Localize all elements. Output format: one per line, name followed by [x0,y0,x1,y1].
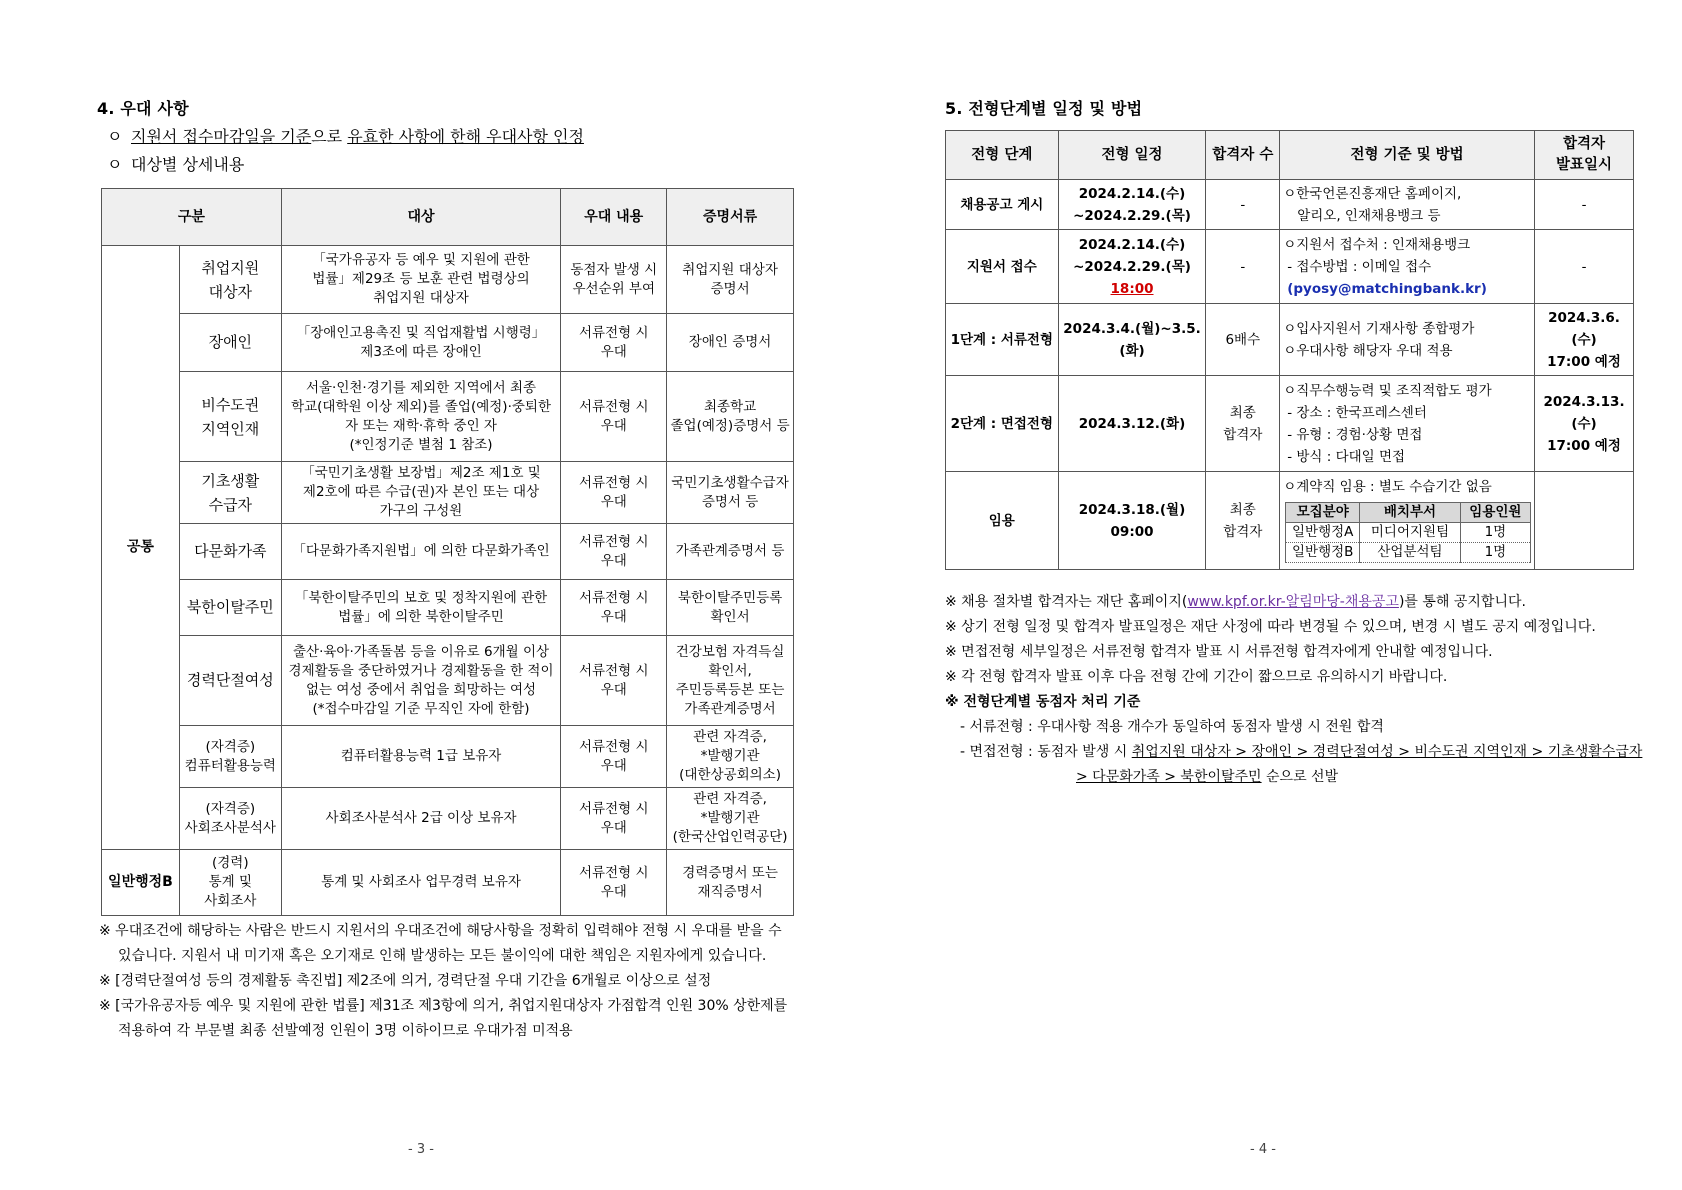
page-number-3: - 3 - [408,1142,434,1157]
note: ※ 상기 전형 일정 및 합격자 발표일정은 재단 사정에 따라 변경될 수 있으며, 변경 시 별도 공지 예정입니다. [945,619,1596,635]
row-target: 「장애인고용촉진 및 직업재활법 시행령」 제3조에 따른 장애인 [281,314,561,372]
page-number-4: - 4 - [1250,1142,1276,1157]
section-title-4: 4. 우대 사항 [97,99,189,118]
table-row [946,376,1634,472]
table-row [946,230,1634,304]
email-text: (pyosy@matchingbank.kr) [1287,280,1487,297]
header-method: 전형 기준 및 방법 [1280,131,1535,180]
row-category: 경력단절여성 [179,636,281,726]
row-benefit: 서류전형 시 우대 [561,850,667,916]
row-category: 기초생활 수급자 [179,462,281,524]
table-row [102,314,794,372]
header-benefit: 우대 내용 [561,189,667,246]
announce-cell: 2024.3.6.(수) 17:00 예정 [1535,304,1634,376]
row-document: 관련 자격증, *발행기관 (한국산업인력공단) [667,788,794,850]
row-benefit: 서류전형 시 우대 [561,372,667,462]
note: ※ 각 전형 합격자 발표 이후 다음 전형 간에 기간이 짧으므로 유의하시기 바랍니다. [945,669,1448,685]
method-cell: ㅇ직무수행능력 및 조직적합도 평가 - 장소 : 한국프레스센터 - 유형 : 경험·상황 면접 - 방식 : 다대일 면접 [1280,376,1535,472]
row-document: 장애인 증명서 [667,314,794,372]
stage-cell: 채용공고 게시 [946,180,1059,230]
header-schedule: 전형 일정 [1058,131,1206,180]
count-cell: 최종 합격자 [1206,472,1280,570]
row-category: (자격증) 컴퓨터활용능력 [179,726,281,788]
note-sub: - 서류전형 : 우대사항 적용 개수가 동일하여 동점자 발생 시 전원 합격 [960,719,1384,735]
row-category: 비수도권 지역인재 [179,372,281,462]
bullet-2: ㅇ 대상별 상세내용 [107,155,245,174]
homepage-link[interactable]: www.kpf.or.kr-알림마당-채용공고 [1187,594,1399,610]
note-heading: ※ 전형단계별 동점자 처리 기준 [945,694,1141,710]
note: ※ 면접전형 세부일정은 서류전형 합격자 발표 시 서류전형 합격자에게 안내할 예정입니다. [945,644,1493,660]
announce-cell: 2024.3.13.(수) 17:00 예정 [1535,376,1634,472]
table-row [946,472,1634,570]
appointment-table [1285,502,1531,563]
preference-notes [99,919,799,1044]
group-general-b: 일반행정B [102,850,180,916]
table-row [946,180,1634,230]
table-row [102,850,794,916]
schedule-table [945,130,1634,570]
stage-cell: 임용 [946,472,1059,570]
note: ※ 우대조건에 해당하는 사람은 반드시 지원서의 우대조건에 해당사항을 정확히 입력해야 전형 시 우대를 받을 수 있습니다. 지원서 내 미기재 혹은 오기재로 인해 발생하는 모든 불이익에 대한 책임은 지원자에게 있습니다. [99,923,782,964]
note: ※ [경력단절여성 등의 경제활동 촉진법] 제2조에 의거, 경력단절 우대 기간을 6개월로 이상으로 설정 [99,973,712,989]
row-category: 취업지원 대상자 [179,246,281,314]
row-benefit: 서류전형 시 우대 [561,314,667,372]
stage-cell: 2단계 : 면접전형 [946,376,1059,472]
inner-header: 배치부서 [1360,503,1461,523]
row-target: 「다문화가족지원법」에 의한 다문화가족인 [281,524,561,580]
row-target: 출산·육아·가족돌봄 등을 이유로 6개월 이상 경제활동을 중단하였거나 경제활동을 한 적이 없는 여성 중에서 취업을 희망하는 여성 (*접수마감일 기준 무직인 자에 한함) [281,636,561,726]
inner-header: 모집분야 [1286,503,1360,523]
header-announce: 합격자 발표일시 [1535,131,1634,180]
left-page [97,96,797,1039]
header-document: 증명서류 [667,189,794,246]
table-row [102,788,794,850]
row-document: 취업지원 대상자 증명서 [667,246,794,314]
header-count: 합격자 수 [1206,131,1280,180]
row-target: 서울·인천·경기를 제외한 지역에서 최종 학교(대학원 이상 제외)를 졸업(예정)·중퇴한 자 또는 재학·휴학 중인 자 (*인정기준 별첨 1 참조) [281,372,561,462]
count-cell: - [1206,180,1280,230]
section-title-5: 5. 전형단계별 일정 및 방법 [945,99,1143,118]
row-target: 사회조사분석사 2급 이상 보유자 [281,788,561,850]
row-target: 통계 및 사회조사 업무경력 보유자 [281,850,561,916]
inner-header: 임용인원 [1460,503,1530,523]
count-cell: 6배수 [1206,304,1280,376]
header-stage: 전형 단계 [946,131,1059,180]
group-common: 공통 [102,246,180,850]
row-document: 국민기초생활수급자 증명서 등 [667,462,794,524]
date-cell: 2024.2.14.(수) ~2024.2.29.(목) 18:00 [1058,230,1206,304]
method-cell: ㅇ계약직 임용 : 별도 수습기간 없음 모집분야 배치부서 임용인원 일반행정A 미디어지원팀 1명 일반행정B 산업분석팀 1명 [1280,472,1535,570]
table-header-row [102,189,794,246]
row-category: 다문화가족 [179,524,281,580]
count-cell: - [1206,230,1280,304]
inner-row: 일반행정A 미디어지원팀 1명 [1286,523,1531,543]
row-target: 「국민기초생활 보장법」제2조 제1호 및 제2호에 따른 수급(권)자 본인 또는 대상 가구의 구성원 [281,462,561,524]
method-cell: ㅇ입사지원서 기재사항 종합평가 ㅇ우대사항 해당자 우대 적용 [1280,304,1535,376]
row-benefit: 서류전형 시 우대 [561,636,667,726]
row-document: 북한이탈주민등록 확인서 [667,580,794,636]
row-benefit: 동점자 발생 시 우선순위 부여 [561,246,667,314]
bullet-1: ㅇ 지원서 접수마감일을 기준으로 유효한 사항에 한해 우대사항 인정 [107,127,584,146]
row-benefit: 서류전형 시 우대 [561,580,667,636]
row-document: 경력증명서 또는 재직증명서 [667,850,794,916]
method-cell: ㅇ지원서 접수처 : 인재채용뱅크 - 접수방법 : 이메일 접수 (pyosy@matchingbank.kr) [1280,230,1535,304]
table-row [102,636,794,726]
row-document: 최종학교 졸업(예정)증명서 등 [667,372,794,462]
table-header-row [946,131,1634,180]
row-category: 장애인 [179,314,281,372]
row-benefit: 서류전형 시 우대 [561,462,667,524]
table-row [102,580,794,636]
stage-cell: 1단계 : 서류전형 [946,304,1059,376]
table-row [946,304,1634,376]
table-row [102,372,794,462]
header-target: 대상 [281,189,561,246]
method-cell: ㅇ한국언론진흥재단 홈페이지, 알리오, 인재채용뱅크 등 [1280,180,1535,230]
schedule-notes [945,590,1645,790]
announce-cell: - [1535,230,1634,304]
row-benefit: 서류전형 시 우대 [561,788,667,850]
date-cell: 2024.3.12.(화) [1058,376,1206,472]
row-document: 관련 자격증, *발행기관 (대한상공회의소) [667,726,794,788]
date-cell: 2024.2.14.(수) ~2024.2.29.(목) [1058,180,1206,230]
count-cell: 최종 합격자 [1206,376,1280,472]
row-document: 건강보험 자격득실 확인서, 주민등록등본 또는 가족관계증명서 [667,636,794,726]
header-category: 구분 [102,189,282,246]
note: ※ [국가유공자등 예우 및 지원에 관한 법률] 제31조 제3항에 의거, 취업지원대상자 가점합격 인원 30% 상한제를 적용하여 각 부문별 최종 선발예정 인원이 3명 이하이므로 우대가점 미적용 [99,998,788,1039]
row-category: (자격증) 사회조사분석사 [179,788,281,850]
row-benefit: 서류전형 시 우대 [561,524,667,580]
table-row [102,462,794,524]
row-target: 컴퓨터활용능력 1급 보유자 [281,726,561,788]
row-document: 가족관계증명서 등 [667,524,794,580]
date-cell: 2024.3.4.(월)~3.5.(화) [1058,304,1206,376]
announce-cell: - [1535,180,1634,230]
row-target: 「국가유공자 등 예우 및 지원에 관한 법률」제29조 등 보훈 관련 법령상의 취업지원 대상자 [281,246,561,314]
announce-cell [1535,472,1634,570]
preference-table [101,188,794,916]
row-category: (경력) 통계 및 사회조사 [179,850,281,916]
note-sub: - 면접전형 : 동점자 발생 시 취업지원 대상자 > 장애인 > 경력단절여성 > 비수도권 지역인재 > 기초생활수급자 > 다문화가족 > 북한이탈주민 순으로 선발 [960,744,1643,785]
inner-row: 일반행정B 산업분석팀 1명 [1286,543,1531,563]
note: ※ 채용 절차별 합격자는 재단 홈페이지(www.kpf.or.kr-알림마당-채용공고)를 통해 공지합니다. [945,594,1526,610]
table-row [102,524,794,580]
row-target: 「북한이탈주민의 보호 및 정착지원에 관한 법률」에 의한 북한이탈주민 [281,580,561,636]
stage-cell: 지원서 접수 [946,230,1059,304]
row-benefit: 서류전형 시 우대 [561,726,667,788]
date-cell: 2024.3.18.(월) 09:00 [1058,472,1206,570]
right-page [945,96,1643,785]
row-category: 북한이탈주민 [179,580,281,636]
table-row [102,726,794,788]
table-row [102,246,794,314]
